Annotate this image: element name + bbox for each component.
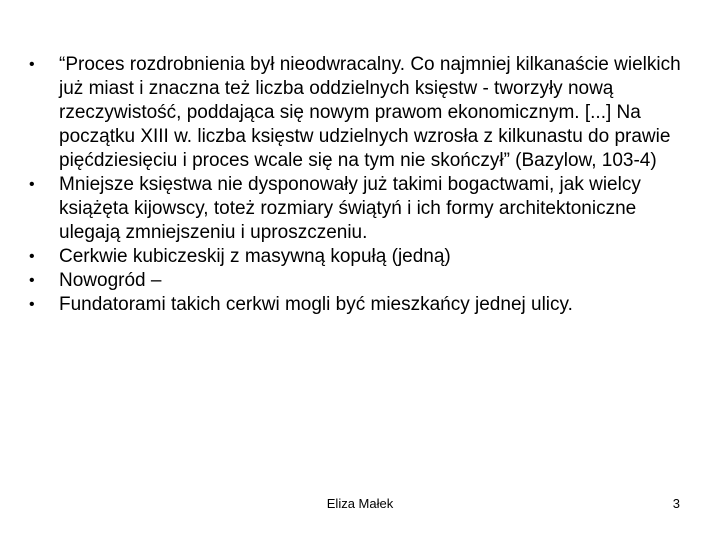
bullet-list — [29, 53, 689, 317]
footer-author: Eliza Małek — [326, 496, 394, 511]
bullet-item — [29, 53, 689, 173]
bullet-text: Fundatorami takich cerkwi mogli być mieszkańcy jednej ulicy. — [59, 294, 573, 315]
bullet-item — [29, 173, 689, 245]
bullet-icon: • — [29, 176, 35, 193]
bullet-item — [29, 245, 689, 269]
bullet-text: Nowogród – — [59, 270, 162, 291]
bullet-icon: • — [29, 248, 35, 265]
bullet-item — [29, 293, 689, 317]
bullet-text: “Proces rozdrobnienia był nieodwracalny. Co najmniej kilkanaście wielkich już miast i znaczna też liczba oddzielnych księstw - tworzyły nową rzeczywistość, poddająca się nowym prawom ekonomicznym. [...] Na początku XIII w. liczba księstw udzielnych wzrosła z kilkunastu do prawie pięćdziesięciu i proces wcale się na tym nie skończył” (Bazylow, 103-4) — [59, 54, 681, 171]
bullet-icon: • — [29, 56, 35, 73]
bullet-item — [29, 269, 689, 293]
page-number: 3 — [672, 496, 680, 511]
bullet-icon: • — [29, 272, 35, 289]
bullet-text: Cerkwie kubiczeskij z masywną kopułą (jedną) — [59, 246, 451, 267]
bullet-text: Mniejsze księstwa nie dysponowały już takimi bogactwami, jak wielcy książęta kijowscy, toteż rozmiary świątyń i ich formy architektoniczne ulegają zmniejszeniu i uproszczeniu. — [59, 174, 641, 243]
bullet-icon: • — [29, 296, 35, 313]
